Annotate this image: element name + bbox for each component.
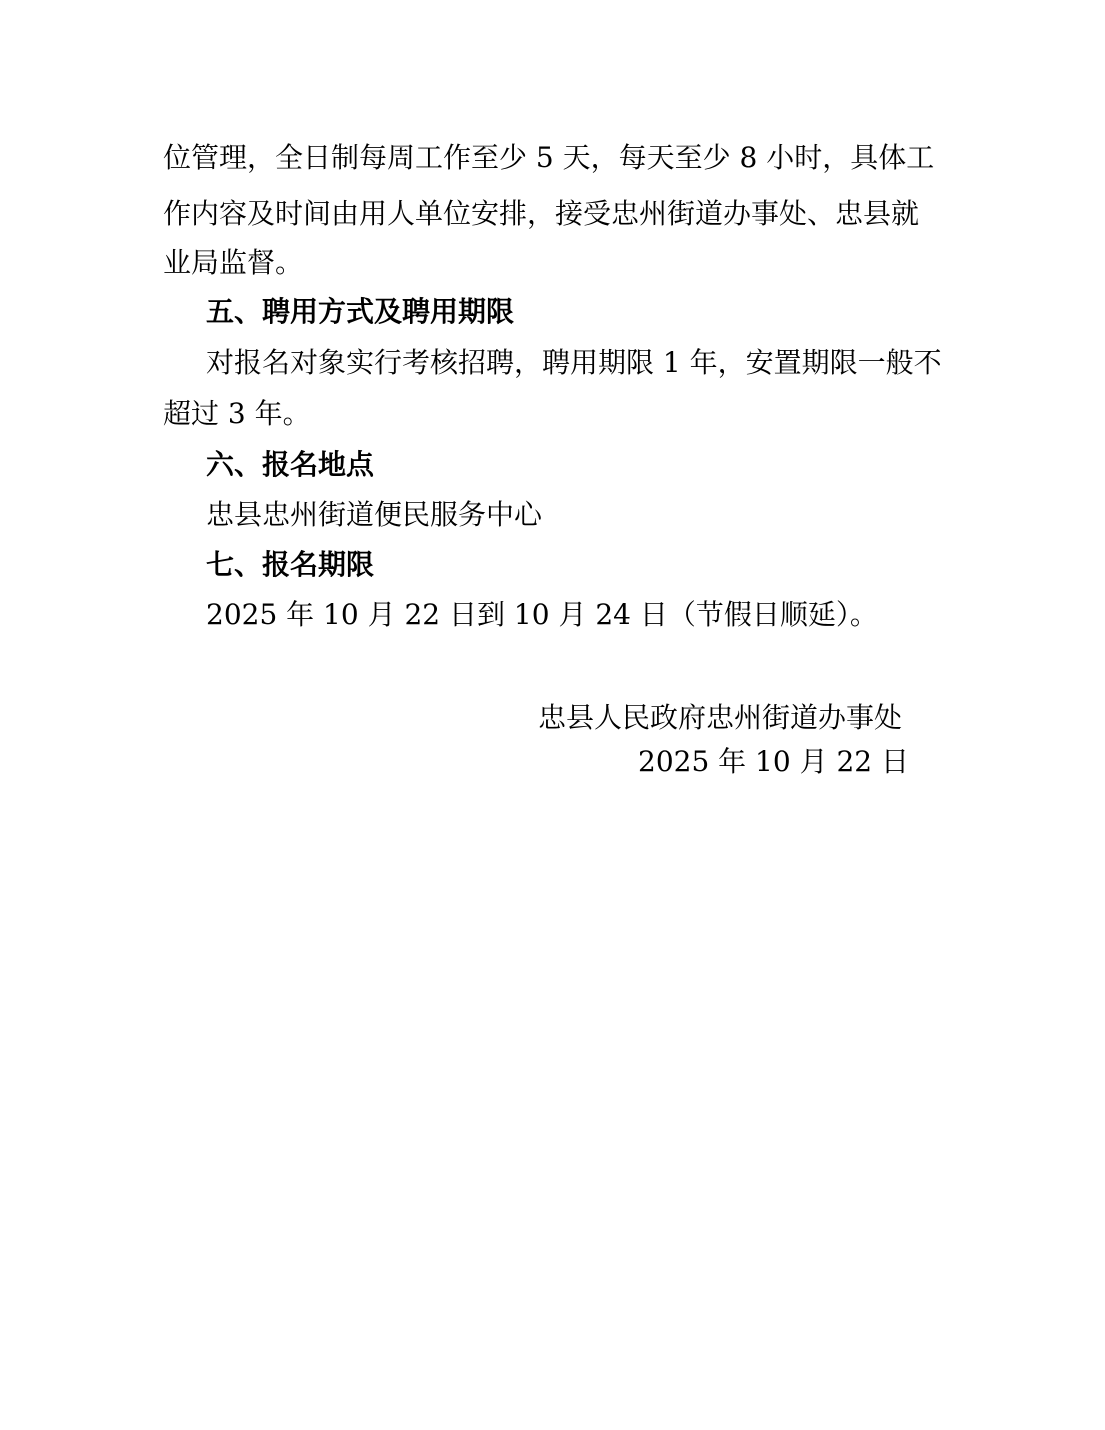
paragraph-line: 对报名对象实行考核招聘，聘用期限 1 年，安置期限一般不 <box>206 346 942 379</box>
paragraph-line: 超过 3 年。 <box>163 397 311 430</box>
paragraph-line: 作内容及时间由用人单位安排，接受忠州街道办事处、忠县就 <box>163 197 920 230</box>
section-heading-period: 七、报名期限 <box>206 548 375 581</box>
section-heading-location: 六、报名地点 <box>206 448 375 481</box>
period-text: 2025 年 10 月 22 日到 10 月 24 日（节假日顺延）。 <box>206 598 878 631</box>
signature-date: 2025 年 10 月 22 日 <box>638 745 910 778</box>
paragraph-line: 业局监督。 <box>163 246 304 279</box>
signature-organization: 忠县人民政府忠州街道办事处 <box>538 701 903 734</box>
section-heading-employment: 五、聘用方式及聘用期限 <box>206 295 515 328</box>
location-text: 忠县忠州街道便民服务中心 <box>206 498 543 531</box>
paragraph-line: 位管理，全日制每周工作至少 5 天，每天至少 8 小时，具体工 <box>163 141 935 174</box>
